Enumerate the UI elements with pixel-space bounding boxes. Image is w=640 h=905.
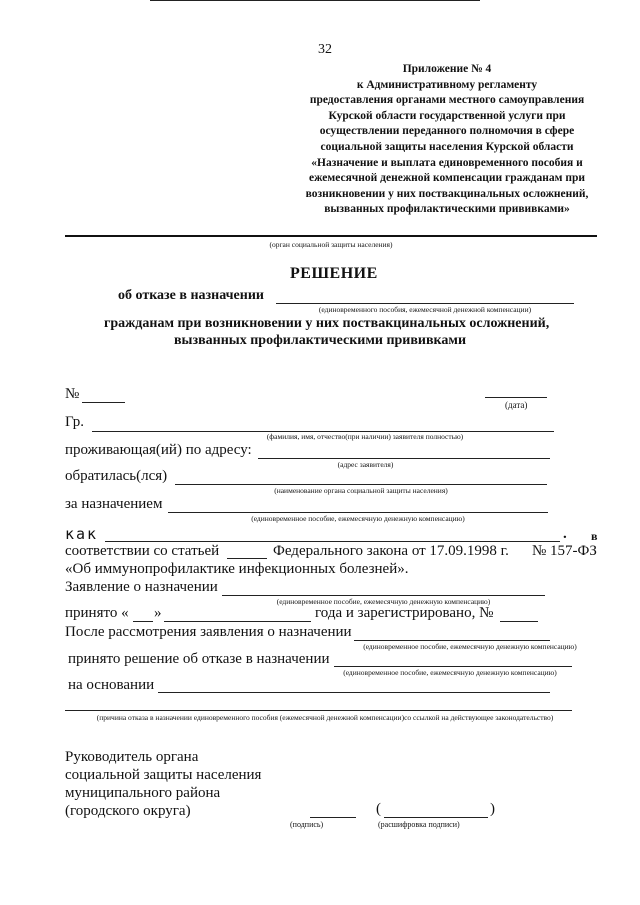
org-name-line	[65, 235, 597, 237]
after-review-line	[354, 640, 550, 641]
signature-line-1: Руководитель органа	[65, 749, 199, 765]
refusal-type-line	[276, 303, 574, 304]
page-number: 32	[318, 42, 332, 57]
accepted-day-line	[133, 621, 153, 622]
refusal-caption: (единовременного пособия, ежемесячной денежной компенсации)	[318, 305, 532, 314]
accepted-registered: года и зарегистрировано, №	[315, 605, 494, 621]
date-caption: (дата)	[505, 400, 528, 410]
statement-label: Заявление о назначении	[65, 579, 218, 595]
law-line-2: «Об иммунопрофилактике инфекционных болезней».	[65, 561, 409, 577]
appendix-line: предоставления органами местного самоуправления	[309, 94, 585, 107]
decode-caption: (расшифровка подписи)	[378, 820, 460, 829]
sign-caption: (подпись)	[290, 820, 324, 829]
reason-caption: (причина отказа в назначении единовременного пособия (ежемесячной денежной компенсации)со ссылкой на действующее законодательство)	[96, 713, 554, 722]
appendix-header	[292, 62, 602, 218]
law-line-c: № 157-ФЗ	[532, 543, 597, 559]
accepted-month-line	[164, 621, 311, 622]
decode-open-paren: (	[376, 801, 381, 817]
citizen-caption: (фамилия, имя, отчество(при наличии) заявителя полностью)	[266, 432, 464, 441]
date-line	[485, 397, 547, 398]
law-line-a: соответствии со статьей	[65, 543, 220, 559]
decode-close-paren: )	[490, 801, 495, 817]
residing-label: проживающая(ий) по адресу:	[65, 442, 252, 458]
purpose-label: за назначением	[65, 496, 163, 512]
as-line	[105, 541, 560, 542]
number-line	[82, 402, 125, 403]
signature-line-4: (городского округа)	[65, 803, 191, 819]
decode-line	[384, 817, 488, 818]
citizen-label: Гр.	[65, 414, 84, 430]
signature-line-3: муниципального района	[65, 785, 221, 801]
in-label: в	[591, 529, 598, 543]
appendix-line: Приложение № 4	[402, 63, 492, 75]
signature-line	[310, 817, 356, 818]
basis-line	[158, 692, 550, 693]
accepted-open: принято «	[65, 605, 129, 621]
registration-number-line	[500, 621, 538, 622]
appendix-line: осуществлении переданного полномочия в сфере	[319, 125, 575, 138]
subtitle-line-2: гражданам при возникновении у них поствакцинальных осложнений,	[104, 316, 550, 331]
refusal-label: об отказе в назначении	[118, 288, 264, 303]
reason-line	[65, 710, 572, 711]
after-review-label: После рассмотрения заявления о назначении	[65, 624, 352, 640]
appendix-line: социальной защиты населения Курской области	[320, 140, 574, 153]
law-line-b: Федерального закона от 17.09.1998 г.	[273, 543, 509, 559]
appendix-line: возникновении у них поствакцинальных осложнений,	[305, 187, 589, 200]
appendix-line: «Назначение и выплата единовременного пособия и	[311, 156, 583, 169]
document-title: РЕШЕНИЕ	[290, 265, 378, 282]
decision-caption: (единовременное пособие, ежемесячную денежную компенсацию)	[343, 668, 557, 677]
article-line	[227, 558, 267, 559]
address-caption: (адрес заявителя)	[337, 460, 394, 469]
org-caption: (орган социальной защиты населения)	[269, 240, 393, 249]
basis-label: на основании	[68, 677, 155, 693]
as-end: .	[563, 526, 567, 542]
top-rule	[150, 0, 480, 1]
signature-line-2: социальной защиты населения	[65, 767, 262, 783]
applied-label: обратилась(лся)	[65, 468, 168, 484]
decision-label: принято решение об отказе в назначении	[68, 651, 330, 667]
appendix-line: вызванных профилактическими прививками»	[324, 203, 570, 216]
as-label: как	[65, 525, 99, 543]
decision-line	[334, 666, 572, 667]
applied-line	[175, 484, 547, 485]
appendix-line: к Административному регламенту	[356, 78, 538, 91]
statement-caption: (единовременное пособие, ежемесячную денежную компенсацию)	[276, 597, 491, 606]
after-review-caption: (единовременное пособие, ежемесячную денежную компенсацию)	[363, 642, 577, 651]
accepted-close: »	[154, 605, 162, 621]
address-line	[258, 458, 550, 459]
subtitle-line-3: вызванных профилактическими прививками	[174, 333, 467, 348]
applied-caption: (наименование органа социальной защиты населения)	[274, 486, 448, 495]
purpose-line	[168, 512, 548, 513]
appendix-line: Курской области государственной услуги при	[328, 109, 566, 122]
number-label: №	[65, 386, 80, 402]
statement-line	[222, 595, 545, 596]
appendix-line: ежемесячной денежной компенсации гражданам при	[309, 172, 585, 185]
purpose-caption: (единовременное пособие, ежемесячную денежную компенсацию)	[251, 514, 465, 523]
